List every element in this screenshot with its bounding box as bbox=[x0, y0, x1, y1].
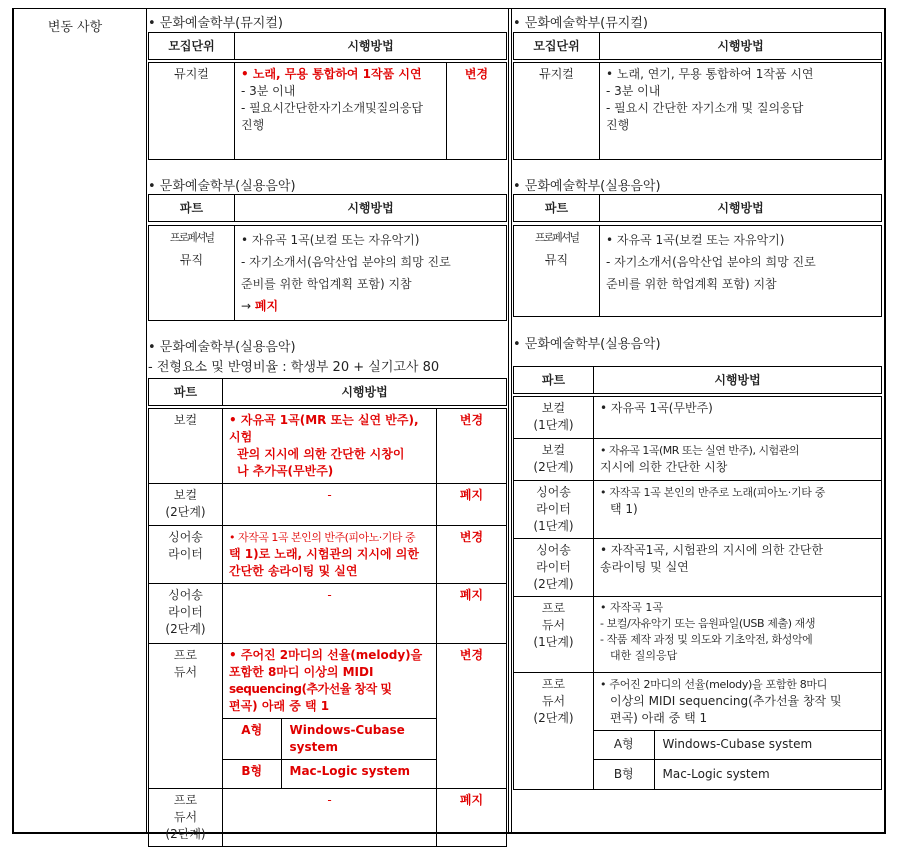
part-line: 싱어송 bbox=[168, 530, 203, 544]
ratio-text: - 전형요소 및 반영비율 : 학생부 20 + 실기고사 80 bbox=[148, 360, 440, 375]
method-line: 포함한 8마디 이상의 MIDI bbox=[229, 665, 374, 679]
option-type: B형 bbox=[594, 759, 654, 789]
table-row bbox=[149, 409, 507, 484]
section-title: • 문화예술학부(뮤지컬) bbox=[148, 16, 283, 31]
part-cell bbox=[149, 526, 223, 584]
method-line: 이상의 MIDI sequencing(추가선율 창작 및 bbox=[610, 694, 842, 708]
method-line: - 3분 이내 bbox=[241, 84, 296, 98]
method-line: • 노래, 연기, 무용 통합하여 1작품 시연 bbox=[606, 67, 814, 81]
section-title: • 문화예술학부(실용음악) bbox=[148, 179, 296, 194]
abolish-badge: 폐지 bbox=[437, 788, 507, 846]
part-line: 싱어송 bbox=[536, 485, 571, 499]
method-line: 편곡) 아래 중 택 1 bbox=[610, 711, 708, 725]
method-line: • 자유곡 1곡(보컬 또는 자유악기) bbox=[606, 233, 785, 247]
method-cell bbox=[594, 439, 882, 481]
method-line: • 자작곡 1곡 본인의 반주(피아노·기타 중 bbox=[229, 531, 416, 544]
method-line: - 작품 제작 과정 및 의도와 기초악전, 화성악에 bbox=[600, 633, 813, 646]
column-divider bbox=[511, 8, 512, 834]
header-method: 시행방법 bbox=[235, 195, 507, 222]
part-line: 프로 bbox=[173, 792, 198, 807]
method-cell bbox=[223, 644, 437, 789]
part-cell bbox=[514, 539, 594, 597]
method-cell bbox=[594, 397, 882, 439]
method-cell bbox=[223, 409, 437, 484]
practical2-table bbox=[513, 396, 882, 790]
table-row bbox=[149, 644, 507, 789]
method-cell bbox=[594, 673, 882, 790]
header-method: 시행방법 bbox=[594, 367, 882, 394]
part-line: (1단계) bbox=[533, 418, 574, 432]
table-row bbox=[514, 439, 882, 481]
practical2-table bbox=[148, 408, 507, 847]
method-cell: - bbox=[223, 584, 437, 644]
unit-cell: 뮤지컬 bbox=[514, 63, 600, 160]
header-unit: 모집단위 bbox=[514, 33, 600, 60]
method-line: 진행 bbox=[606, 118, 630, 132]
method-cell: - bbox=[223, 484, 437, 526]
option-type: B형 bbox=[223, 760, 281, 788]
table-row bbox=[149, 526, 507, 584]
method-line: 택 1) bbox=[610, 502, 638, 516]
column-divider bbox=[146, 8, 147, 834]
part-cell bbox=[149, 484, 223, 526]
table-row bbox=[514, 481, 882, 539]
part-line: 프로 bbox=[541, 601, 566, 615]
arrow-icon: → bbox=[241, 299, 255, 313]
part-line: 듀서 bbox=[173, 665, 198, 679]
column-divider bbox=[508, 8, 509, 834]
practical1-table bbox=[513, 225, 882, 317]
method-line: - 자기소개서(음악산업 분야의 희망 진로 bbox=[241, 255, 451, 269]
method-line: 준비를 위한 학업계획 포함) 지참 bbox=[606, 277, 777, 291]
part-line: 라이터 bbox=[168, 547, 203, 561]
row-label: 변동 사항 bbox=[47, 20, 103, 35]
section-title: • 문화예술학부(실용음악) bbox=[148, 340, 296, 355]
method-line: 편곡) 아래 중 택 1 bbox=[229, 699, 330, 713]
method-line: • 자유곡 1곡(무반주) bbox=[600, 401, 713, 415]
change-badge: 변경 bbox=[437, 526, 507, 584]
method-cell bbox=[223, 526, 437, 584]
option-type: A형 bbox=[223, 719, 281, 760]
table-row bbox=[514, 397, 882, 439]
abolish-badge: 폐지 bbox=[437, 584, 507, 644]
part-cell bbox=[514, 597, 594, 673]
method-line: • 자작곡 1곡 bbox=[600, 601, 663, 614]
option-system: Mac-Logic system bbox=[281, 760, 436, 788]
part-cell bbox=[149, 788, 223, 846]
part-line: 싱어송 bbox=[536, 543, 571, 557]
method-cell bbox=[594, 539, 882, 597]
abolish-badge: 폐지 bbox=[254, 299, 279, 313]
part-line: (1단계) bbox=[533, 635, 574, 649]
part-cell bbox=[149, 226, 235, 321]
musical-table bbox=[148, 62, 507, 160]
header-method: 시행방법 bbox=[235, 33, 507, 60]
header-part: 파트 bbox=[149, 195, 235, 222]
method-cell bbox=[235, 63, 447, 160]
abolish-badge: 폐지 bbox=[437, 484, 507, 526]
part-line: 보컬 bbox=[173, 488, 198, 502]
part-cell: 보컬 bbox=[149, 409, 223, 484]
header-part: 파트 bbox=[514, 367, 594, 394]
option-table bbox=[223, 719, 436, 788]
part-cell bbox=[514, 397, 594, 439]
table-row bbox=[514, 539, 882, 597]
part-line: (2단계) bbox=[533, 577, 574, 591]
change-badge: 변경 bbox=[447, 63, 507, 160]
practical1-header-table bbox=[148, 194, 507, 222]
part-line: 싱어송 bbox=[168, 588, 203, 602]
method-line: 간단한 송라이팅 및 실연 bbox=[229, 564, 358, 578]
method-cell bbox=[594, 597, 882, 673]
method-line: 준비를 위한 학업계획 포함) 지참 bbox=[241, 277, 412, 291]
table-row bbox=[149, 484, 507, 526]
header-method: 시행방법 bbox=[600, 195, 882, 222]
part-line: 프로 bbox=[173, 648, 198, 662]
header-method: 시행방법 bbox=[600, 33, 882, 60]
part-line: (1단계) bbox=[533, 519, 574, 533]
part-line: 듀서 bbox=[173, 809, 198, 824]
part-cell bbox=[514, 481, 594, 539]
method-line: 택 1)로 노래, 시험관의 지시에 의한 bbox=[229, 547, 419, 561]
section-title: • 문화예술학부(실용음악) bbox=[513, 179, 661, 194]
method-cell bbox=[594, 481, 882, 539]
part-line: 듀서 bbox=[541, 618, 566, 632]
part-cell bbox=[149, 584, 223, 644]
method-line: sequencing(추가선율 창작 및 bbox=[229, 682, 392, 696]
option-system: Windows-Cubase system bbox=[654, 731, 881, 759]
method-line: - 3분 이내 bbox=[606, 84, 661, 98]
practical2-header-table bbox=[513, 366, 882, 394]
practical1-table bbox=[148, 225, 507, 321]
section-title: • 문화예술학부(뮤지컬) bbox=[513, 16, 648, 31]
part-line: 라이터 bbox=[536, 502, 571, 516]
method-line: • 자작곡1곡, 시험관의 지시에 의한 간단한 bbox=[600, 543, 824, 557]
method-line: 관의 지시에 의한 간단한 시창이 bbox=[237, 447, 405, 461]
method-line: • 자유곡 1곡(MR 또는 실연 반주), 시험 bbox=[229, 413, 419, 444]
option-system: Mac-Logic system bbox=[654, 759, 881, 789]
table-row bbox=[149, 584, 507, 644]
musical-table bbox=[513, 62, 882, 160]
practical1-header-table bbox=[513, 194, 882, 222]
method-line: 대한 질의응답 bbox=[610, 649, 678, 662]
option-type: A형 bbox=[594, 731, 654, 759]
method-line: 지시에 의한 간단한 시창 bbox=[600, 460, 728, 474]
change-badge: 변경 bbox=[437, 409, 507, 484]
method-line: • 자작곡 1곡 본인의 반주로 노래(피아노·기타 중 bbox=[600, 486, 826, 499]
header-method: 시행방법 bbox=[223, 379, 507, 406]
part-line: (2단계) bbox=[533, 460, 574, 474]
option-table bbox=[594, 731, 881, 789]
table-row bbox=[514, 597, 882, 673]
method-line: • 자유곡 1곡(보컬 또는 자유악기) bbox=[241, 233, 420, 247]
part-cell bbox=[514, 439, 594, 481]
method-line: • 주어진 2마디의 선율(melody)을 포함한 8마디 bbox=[600, 678, 828, 691]
method-line: • 주어진 2마디의 선율(melody)을 bbox=[229, 648, 423, 662]
header-part: 파트 bbox=[514, 195, 600, 222]
method-line: • 노래, 무용 통합하여 1작품 시연 bbox=[241, 67, 422, 81]
musical-header-table bbox=[148, 32, 507, 60]
method-line: • 자유곡 1곡(MR 또는 실연 반주), 시험관의 bbox=[600, 444, 799, 457]
method-line: 송라이팅 및 실연 bbox=[600, 560, 689, 574]
method-cell: - bbox=[223, 788, 437, 846]
table-row bbox=[149, 788, 507, 846]
part-cell bbox=[514, 673, 594, 790]
musical-header-table bbox=[513, 32, 882, 60]
part-line: 프로페셔널 bbox=[534, 231, 579, 244]
practical2-header-table bbox=[148, 378, 507, 406]
part-line: 라이터 bbox=[536, 560, 571, 574]
change-badge: 변경 bbox=[437, 644, 507, 789]
method-cell bbox=[600, 63, 882, 160]
header-unit: 모집단위 bbox=[149, 33, 235, 60]
part-line: 뮤직 bbox=[544, 253, 569, 267]
part-cell bbox=[149, 644, 223, 789]
table-row bbox=[514, 673, 882, 790]
part-line: 보컬 bbox=[541, 401, 566, 415]
part-cell bbox=[514, 226, 600, 317]
part-line: (2단계) bbox=[165, 505, 206, 519]
method-line: - 자기소개서(음악산업 분야의 희망 진로 bbox=[606, 255, 816, 269]
option-system: Windows-Cubase system bbox=[281, 719, 436, 760]
part-line: (2단계) bbox=[165, 622, 206, 636]
part-line: (2단계) bbox=[165, 826, 206, 841]
unit-cell: 뮤지컬 bbox=[149, 63, 235, 160]
part-line: 프로 bbox=[541, 677, 566, 691]
part-line: 보컬 bbox=[541, 443, 566, 457]
method-line: 나 추가곡(무반주) bbox=[237, 464, 334, 478]
method-cell bbox=[600, 226, 882, 317]
part-line: (2단계) bbox=[533, 711, 574, 725]
method-cell bbox=[235, 226, 507, 321]
method-line: - 필요시 간단한 자기소개 및 질의응답 bbox=[606, 101, 804, 115]
method-line: - 필요시간단한자기소개및질의응답 bbox=[241, 101, 424, 115]
header-part: 파트 bbox=[149, 379, 223, 406]
method-line: 진행 bbox=[241, 118, 265, 132]
part-line: 프로페셔널 bbox=[169, 231, 214, 244]
part-line: 듀서 bbox=[541, 694, 566, 708]
part-line: 뮤직 bbox=[179, 253, 204, 267]
section-title: • 문화예술학부(실용음악) bbox=[513, 337, 661, 352]
method-line: - 보컬/자유악기 또는 음원파일(USB 제출) 재생 bbox=[600, 617, 816, 630]
part-line: 라이터 bbox=[168, 605, 203, 619]
